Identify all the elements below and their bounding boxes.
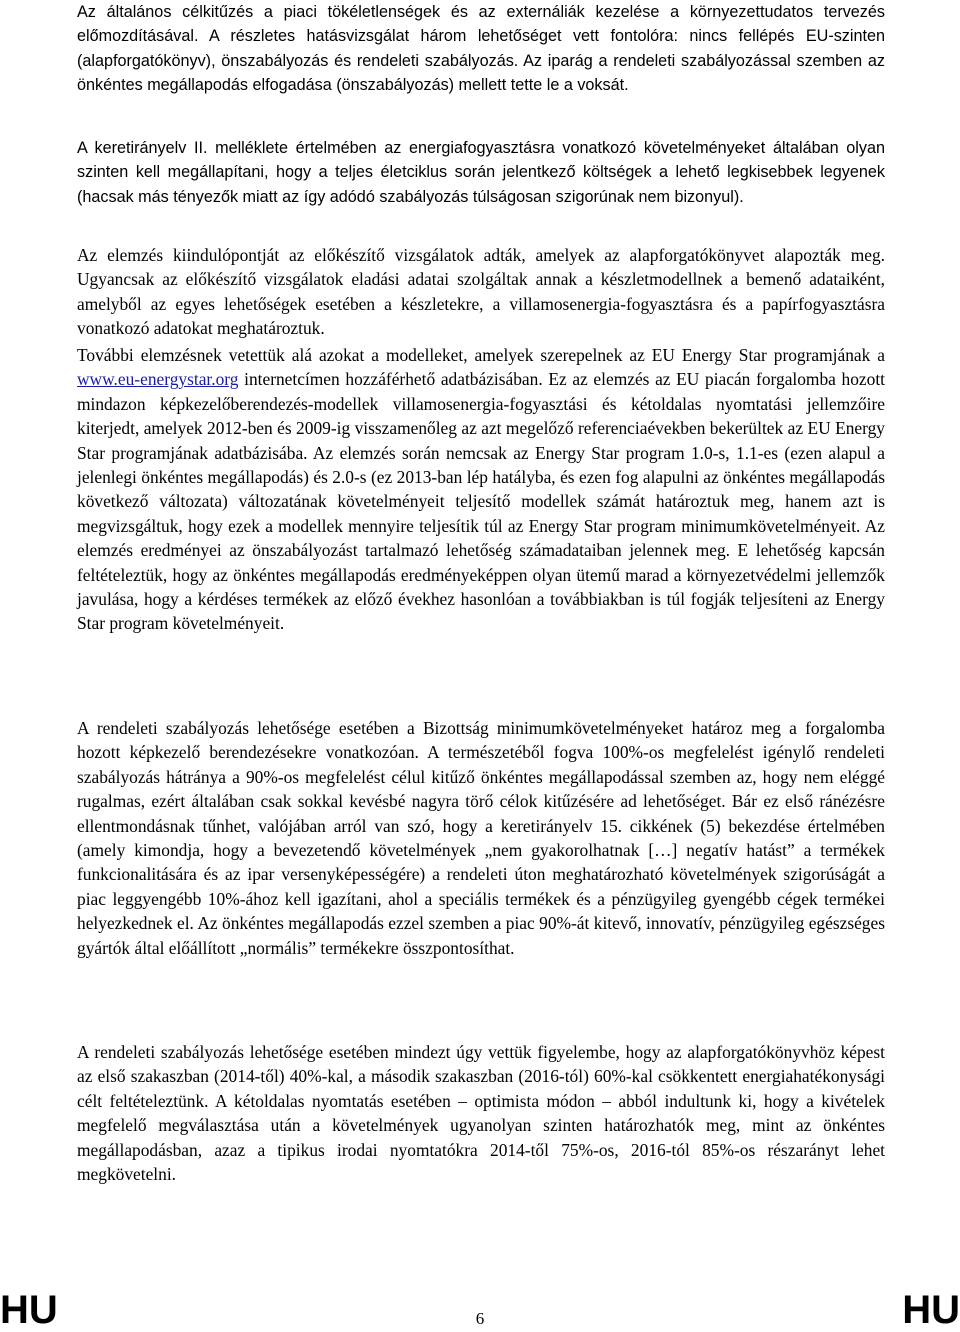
paragraph-text-start: További elemzésnek vetettük alá azokat a modelleket, amelyek szerepelnek az EU Energy Star programjának a (77, 345, 885, 365)
paragraph-annex-ii: A keretirányelv II. melléklete értelmében az energiafogyasztásra vonatkozó követelményeket általában olyan szinten kell megállapítani, hogy a teljes életciklus során jelentkező költségek a lehető legkisebbek legyenek (hacsak más tényezők miatt az így adódó szabályozás túlságosan szigorúnak nem bizonyul). (77, 139, 885, 206)
paragraph-regulation-targets: A rendeleti szabályozás lehetősége esetében mindezt úgy vettük figyelembe, hogy az alapforgatókönyvhöz képest az első szakaszban (2014-től) 40%-kal, a második szakaszban (2016-tól) 60%-kal csökkentett energiahatékonysági célt feltételeztünk. A kétoldalas nyomtatás esetében – optimista módon – abból indultunk ki, hogy a kivételek megfelelő megválasztása után a követelmények ugyanolyan szinten határozhatók meg, mint az önkéntes megállapodásban, azaz a tipikus irodai nyomtatókra 2014-től 75%-os, 2016-tól 85%-os részarányt lehet megkövetelni. (77, 1042, 885, 1185)
paragraph-baseline: Az elemzés kiindulópontját az előkészítő vizsgálatok adták, amelyek az alapforgatókönyvet alapozták meg. Ugyancsak az előkészítő vizsgálatok eladási adatai szolgáltak annak a készletmodellnek a bemenő adataiként, amelyből az egyes lehetőségek esetében a készletekre, a villamosenergia-fogyasztásra és a papírfogyasztásra vonatkozó adatokat meghatároztuk. (77, 245, 885, 339)
footer-language-code-left: HU (0, 1288, 58, 1332)
page-number: 6 (475, 1309, 485, 1328)
paragraph-regulation-option: A rendeleti szabályozás lehetősége esetében a Bizottság minimumkövetelményeket határoz meg a forgalomba hozott képkezelő berendezésekre vonatkozóan. A természetéből fogva 100%-os megfelelést igénylő rendeleti szabályozás hátránya a 90%-os megfelelést célul kitűző önkéntes megállapodással szemben az, hogy nem eléggé rugalmas, ezért általában csak sokkal kevésbé nagyra törő célok kitűzésére ad lehetőséget. Bár ez első ránézésre ellentmondásnak tűnhet, valójában arról van szó, hogy a keretirányelv 15. cikkének (5) bekezdése értelmében (amely kimondja, hogy a bevezetendő követelmények „nem gyakorolhatnak […] negatív hatást” a termékek funkcionalitására és az ipar versenyképességére) a rendeleti úton meghatározható követelmények szigorúságát a piac leggyengébb 10%-ához kell igazítani, ahol a speciális termékek és a pénzügyileg gyengébb cégek termékei helyezkednek el. Az önkéntes megállapodás ezzel szemben a piac 90%-át kitevő, innovatív, pénzügyileg egészséges gyártók által előállított „normális” termékekre összpontosíthat. (77, 718, 885, 958)
footer-language-code-right: HU (902, 1288, 960, 1332)
paragraph-text-rest: internetcímen hozzáférhető adatbázisában. Ez az elemzés az EU piacán forgalomba hozott mindazon képkezelőberendezés-modellek villamosenergia-fogyasztási és kétoldalas nyomtatási jellemzőire kiterjedt, amelyek 2012-ben és 2009-ig visszamenőleg az azt megelőző referenciaévekben bekerültek az EU Energy Star programjának adatbázisába. Az elemzés során nemcsak az Energy Star program 1.0-s, 1.1-es (ezen alapul a jelenlegi önkéntes megállapodás) és 2.0-s (ez 2013-ban lép hatályba, és ezen fog alapulni az önkéntes megállapodás következő változata) változatának követelményeit teljesítő modellek számát határoztuk meg, hanem azt is megvizsgáltuk, hogy ezek a modellek mennyire teljesítik túl az Energy Star program minimumkövetelményeit. Az elemzés eredményei az önszabályozást tartalmazó lehetőség számadataiban jelennek meg. E lehetőség kapcsán feltételeztük, hogy az önkéntes megállapodás eredményeképpen olyan ütemű marad a környezetvédelmi jellemzők javulása, hogy a kérdéses termékek az előző évekhez hasonlóan a továbbiakban is túl fogják teljesíteni az Energy Star program követelményeit. (77, 369, 885, 634)
paragraph-energy-star-analysis (77, 343, 885, 636)
paragraph-objectives: Az általános célkitűzés a piaci tökéletlenségek és az externáliák kezelése a környezettudatos tervezés előmozdításával. A részletes hatásvizsgálat három lehetőséget vett fontolóra: nincs fellépés EU-szinten (alapforgatókönyv), önszabályozás és rendeleti szabályozás. Az iparág a rendeleti szabályozással szemben az önkéntes megállapodás elfogadása (önszabályozás) mellett tette le a voksát. (77, 3, 885, 95)
energystar-link[interactable]: www.eu-energystar.org (77, 369, 239, 390)
